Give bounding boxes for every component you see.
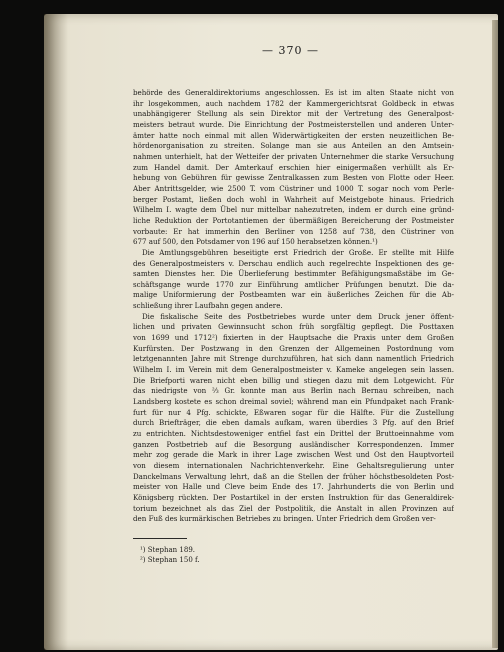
page-number: — 370 —: [262, 44, 319, 57]
text-line: Danckelmans Verwaltung lehrt, daß an die Stellen der früher höchstbesoldeten Post-: [133, 471, 454, 481]
footnote: ¹) Stephan 189.: [140, 546, 195, 554]
page-gutter-shadow: [44, 14, 68, 650]
footnotes: [140, 545, 200, 565]
text-line: ihr losgekommen, auch nachdem 1782 der Kammergerichtsrat Goldbeck in etwas: [133, 98, 454, 108]
footnote-rule: [133, 538, 187, 539]
text-line: Aber Antrittsgelder, wie 2500 T. vom Cüstriner und 1000 T. sogar noch vom Perle-: [133, 183, 454, 193]
text-line: Königsberg rückten. Der Postartikel in der ersten Instruktion für das Generaldirek-: [133, 492, 454, 502]
text-line: durch Briefträger, die eben damals aufkam, waren überdies 3 Pfg. auf den Brief: [133, 418, 454, 428]
text-line: den Fuß des kurmärkischen Betriebes zu bringen. Unter Friedrich dem Großen ver-: [133, 514, 436, 524]
text-line: Die fiskalische Seite des Postbetriebes wurde unter dem Druck jener öffent-: [142, 311, 454, 321]
text-line: vorbaute: Er hat immerhin den Berliner von 1258 auf 738, den Cüstriner von: [133, 226, 454, 236]
text-line: lichen und privaten Gewinnsucht schon früh sorgfältig gepflegt. Die Posttaxen: [133, 322, 454, 332]
text-line: ganzen Postbetrieb auf die Besorgung ausländischer Korrespondenzen. Immer: [133, 439, 454, 449]
text-line: das niedrigste von ⅔ Gr. konnte man aus Berlin nach Bernau schreiben, nach: [133, 386, 454, 396]
text-line: malige Uniformierung der Postbeamten war ein äußerliches Zeichen für die Ab-: [133, 290, 454, 300]
footnote: ²) Stephan 150 f.: [140, 556, 200, 564]
text-line: schäftsgange wurde 1770 zur Einführung amtlicher Prüfungen benutzt. Die da-: [133, 279, 454, 289]
text-line: des Generalpostmeisters v. Derschau endlich auch regelrechte Inspektionen des ge-: [133, 258, 454, 268]
text-line: hebung von Gebühren für gewisse Zentralkassen zum Besten von Flotte oder Heer.: [133, 173, 454, 183]
text-line: Wilhelm I. wagte dem Übel nur mittelbar nahezutreten, indem er durch eine gründ-: [133, 205, 454, 215]
text-line: torium bezeichnet als das Ziel der Postpolitik, die Anstalt in allen Provinzen auf: [133, 503, 454, 513]
text-line: schließung ihrer Laufbahn gegen andere.: [133, 301, 283, 311]
text-line: letztgenannten Jahre mit Strenge durchzuführen, hat sich dann namentlich Friedrich: [133, 354, 454, 364]
text-line: von 1699 und 1712²) fixierten in der Hauptsache die Praxis unter dem Großen: [133, 333, 454, 343]
text-line: ämter hatte noch einmal mit allen Widerwärtigkeiten der ersten neuzeitlichen Be-: [133, 130, 454, 140]
text-line: meister von Halle und Cleve beim Ende des 17. Jahrhunderts die von Berlin und: [133, 482, 454, 492]
text-line: 677 auf 500, den Potsdamer von 196 auf 150 herabsetzen können.¹): [133, 237, 378, 247]
page-edge: [492, 20, 498, 648]
text-line: samten Dienstes her. Die Überlieferung bestimmter Befähigungsmaßstäbe im Ge-: [133, 269, 454, 279]
text-line: furt für nur 4 Pfg. schickte, Eßwaren sogar für die Hälfte. Für die Zustellung: [133, 407, 454, 417]
text-line: unabhängigerer Stellung als sein Direktor mit der Vertretung des Generalpost-: [133, 109, 454, 119]
text-line: Die Amtlungsgebühren beseitigte erst Friedrich der Große. Er stellte mit Hilfe: [142, 247, 454, 257]
text-line: mehr zog gerade die Mark in ihrer Lage zwischen West und Ost den Hauptvorteil: [133, 450, 454, 460]
text-line: zum Handel damit. Der Amterkauf erschien hier einigermaßen verhüllt als Er-: [133, 162, 454, 172]
text-line: Kurfürsten. Der Postzwang in den Grenzen der Allgemeinen Postordnung vom: [133, 343, 454, 353]
text-line: von diesem internationalen Nachrichtenverkehr. Eine Gehaltsregulierung unter: [133, 460, 454, 470]
body-text: [133, 88, 454, 525]
text-line: zu entrichten. Nichtsdestoweniger entfiel fast ein Drittel der Bruttoeinnahme vom: [133, 429, 454, 438]
text-line: meisters betraut wurde. Die Einrichtung der Postmeisterstellen und anderen Unter-: [133, 119, 454, 129]
text-line: nahmen unterhielt, hat der Wetteifer der privaten Unternehmer die starke Versuchung: [133, 151, 454, 161]
text-line: Die Briefporti waren nicht eben billig und stiegen dazu mit dem Lotgewicht. Für: [133, 375, 454, 385]
text-line: hördenorganisation zu streiten. Solange man sie aus Anteilen an den Amtsein-: [133, 141, 454, 151]
text-line: liche Reduktion der Portotantiemen der übermäßigen Bereicherung der Postmeister: [133, 215, 454, 225]
text-line: Landsberg kostete es schon dreimal soviel; während man ein Pfundpaket nach Frank-: [133, 397, 454, 407]
text-line: berger Postamt, ließen doch wohl in Wahrheit auf Meistgebote hinaus. Friedrich: [133, 194, 454, 204]
text-line: Wilhelm I. im Verein mit dem Generalpostmeister v. Kameke angelegen sein lassen.: [133, 365, 454, 375]
text-line: behörde des Generaldirektoriums angeschlossen. Es ist im alten Staate nicht von: [133, 88, 454, 97]
